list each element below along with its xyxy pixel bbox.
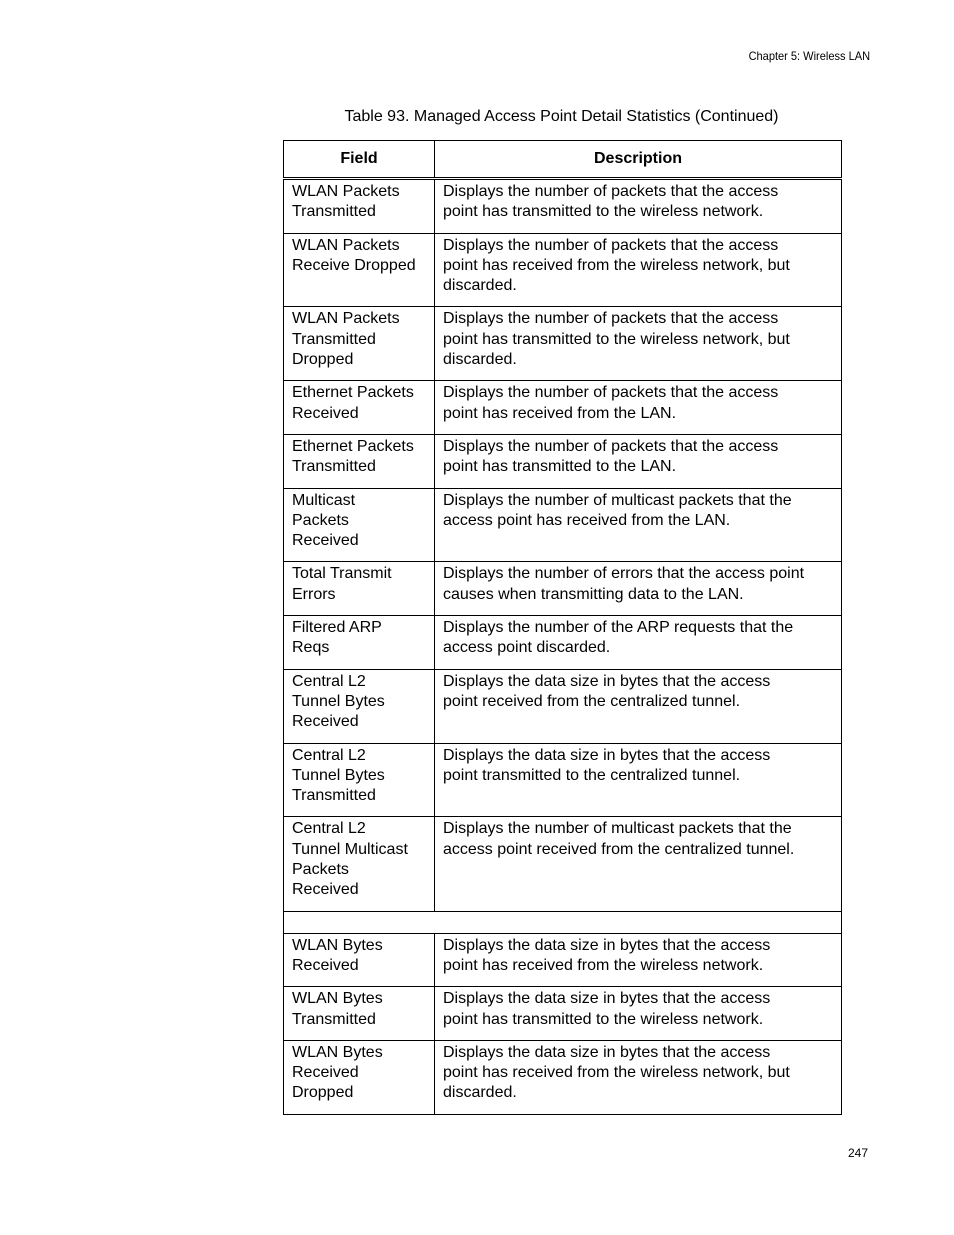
description-text-line: point transmitted to the centralized tunnel.	[443, 766, 741, 784]
description-text-line: access point discarded.	[443, 639, 611, 657]
description-text-line: Displays the data size in bytes that the access	[443, 936, 771, 954]
table-row	[284, 669, 842, 743]
description-text-line: Displays the number of errors that the access point	[443, 565, 805, 583]
field-text-line: Tunnel Multicast	[292, 840, 408, 858]
field-text-line: Tunnel Bytes	[292, 766, 385, 784]
field-text-line: Transmitted	[292, 203, 376, 221]
description-text-line: Displays the data size in bytes that the access	[443, 746, 771, 764]
field-text-line: Received	[292, 1064, 359, 1082]
description-text-line: Displays the data size in bytes that the access	[443, 672, 771, 690]
description-cell	[435, 987, 842, 1041]
field-text-line: WLAN Bytes	[292, 936, 383, 954]
field-cell	[284, 669, 435, 743]
description-cell	[435, 933, 842, 987]
table-row	[284, 743, 842, 817]
field-text-line: Received	[292, 713, 359, 731]
page-number: 247	[847, 1146, 868, 1160]
description-text-line: Displays the number of packets that the access	[443, 183, 779, 200]
description-cell	[435, 817, 842, 911]
field-cell	[284, 817, 435, 911]
table-row	[284, 307, 842, 381]
field-text-line: Received	[292, 404, 359, 422]
field-cell	[284, 381, 435, 435]
field-text-line: WLAN Packets	[292, 310, 400, 328]
table-row	[284, 933, 842, 987]
description-text-line: Displays the data size in bytes that the access	[443, 1043, 771, 1061]
field-text-line: Receive Dropped	[292, 256, 416, 274]
description-text-line: point has received from the wireless network, but	[443, 1064, 790, 1082]
spacer-cell	[284, 911, 842, 933]
field-text-line: Transmitted	[292, 787, 376, 805]
description-cell	[435, 616, 842, 670]
description-text-line: discarded.	[443, 351, 517, 369]
description-text-line: Displays the number of packets that the access	[443, 437, 779, 455]
description-text-line: Displays the number of packets that the access	[443, 236, 779, 254]
field-text-line: Tunnel Bytes	[292, 692, 385, 710]
field-text-line: Ethernet Packets	[292, 437, 414, 455]
field-text-line: Transmitted	[292, 1010, 376, 1028]
description-text-line: Displays the data size in bytes that the access	[443, 990, 771, 1008]
field-cell	[284, 987, 435, 1041]
table-row	[284, 233, 842, 307]
table-row	[284, 616, 842, 670]
column-header-field: Field	[284, 141, 435, 179]
running-header: Chapter 5: Wireless LAN	[748, 49, 870, 63]
field-text-line: Total Transmit	[292, 565, 392, 583]
table-section-spacer	[284, 911, 842, 933]
table-row	[284, 817, 842, 911]
description-text-line: Displays the number of the ARP requests that the	[443, 619, 794, 637]
table-header-row	[284, 141, 842, 179]
description-text-line: point has transmitted to the LAN.	[443, 458, 677, 476]
description-text-line: point has received from the LAN.	[443, 404, 677, 422]
description-cell	[435, 179, 842, 234]
description-text-line: access point received from the centralized tunnel.	[443, 840, 795, 858]
field-text-line: WLAN Packets	[292, 236, 400, 254]
description-cell	[435, 307, 842, 381]
description-cell	[435, 1040, 842, 1114]
table-caption: Table 93. Managed Access Point Detail Statistics (Continued)	[344, 108, 779, 125]
field-text-line: WLAN Bytes	[292, 1043, 383, 1061]
field-text-line: Central L2	[292, 672, 366, 690]
field-text-line: Central L2	[292, 746, 366, 764]
table-body-group-b	[284, 933, 842, 1114]
column-header-description: Description	[435, 141, 842, 179]
field-text-line: WLAN Bytes	[292, 990, 383, 1008]
table-row	[284, 987, 842, 1041]
field-cell	[284, 743, 435, 817]
description-text-line: causes when transmitting data to the LAN.	[443, 585, 744, 603]
table-row	[284, 562, 842, 616]
field-cell	[284, 233, 435, 307]
description-text-line: discarded.	[443, 1084, 517, 1102]
description-cell	[435, 488, 842, 562]
field-text-line: Transmitted	[292, 458, 376, 476]
field-cell	[284, 307, 435, 381]
field-cell	[284, 434, 435, 488]
field-cell	[284, 933, 435, 987]
field-text-line: Reqs	[292, 639, 330, 657]
description-text-line: Displays the number of packets that the access	[443, 384, 779, 402]
field-text-line: Errors	[292, 585, 336, 603]
spacer-row	[284, 911, 842, 933]
statistics-table	[283, 140, 842, 1115]
table-row	[284, 434, 842, 488]
field-text-line: Packets	[292, 861, 349, 879]
field-text-line: WLAN Packets	[292, 183, 400, 200]
description-text-line: Displays the number of multicast packets that the	[443, 820, 792, 838]
description-text-line: discarded.	[443, 277, 517, 295]
field-text-line: Packets	[292, 511, 349, 529]
field-text-line: Received	[292, 881, 359, 899]
table-body-group-a	[284, 179, 842, 912]
table-row	[284, 179, 842, 234]
table-row	[284, 1040, 842, 1114]
description-cell	[435, 743, 842, 817]
field-text-line: Received	[292, 956, 359, 974]
description-cell	[435, 233, 842, 307]
description-text-line: point has transmitted to the wireless network.	[443, 203, 764, 221]
description-cell	[435, 562, 842, 616]
field-cell	[284, 562, 435, 616]
description-text-line: access point has received from the LAN.	[443, 511, 731, 529]
description-cell	[435, 669, 842, 743]
field-text-line: Dropped	[292, 1084, 354, 1102]
description-text-line: Displays the number of packets that the access	[443, 310, 779, 328]
field-text-line: Ethernet Packets	[292, 384, 414, 402]
field-text-line: Filtered ARP	[292, 619, 382, 637]
field-text-line: Received	[292, 532, 359, 550]
description-text-line: point received from the centralized tunnel.	[443, 692, 741, 710]
field-cell	[284, 179, 435, 234]
table-row	[284, 381, 842, 435]
description-text-line: point has received from the wireless network.	[443, 956, 764, 974]
description-cell	[435, 434, 842, 488]
description-text-line: Displays the number of multicast packets that the	[443, 491, 792, 509]
description-text-line: point has transmitted to the wireless network, but	[443, 330, 790, 348]
description-text-line: point has transmitted to the wireless network.	[443, 1010, 764, 1028]
field-cell	[284, 488, 435, 562]
field-cell	[284, 1040, 435, 1114]
field-cell	[284, 616, 435, 670]
field-text-line: Dropped	[292, 351, 354, 369]
table-row	[284, 488, 842, 562]
field-text-line: Central L2	[292, 820, 366, 838]
description-cell	[435, 381, 842, 435]
description-text-line: point has received from the wireless network, but	[443, 256, 790, 274]
field-text-line: Multicast	[292, 491, 356, 509]
field-text-line: Transmitted	[292, 330, 376, 348]
